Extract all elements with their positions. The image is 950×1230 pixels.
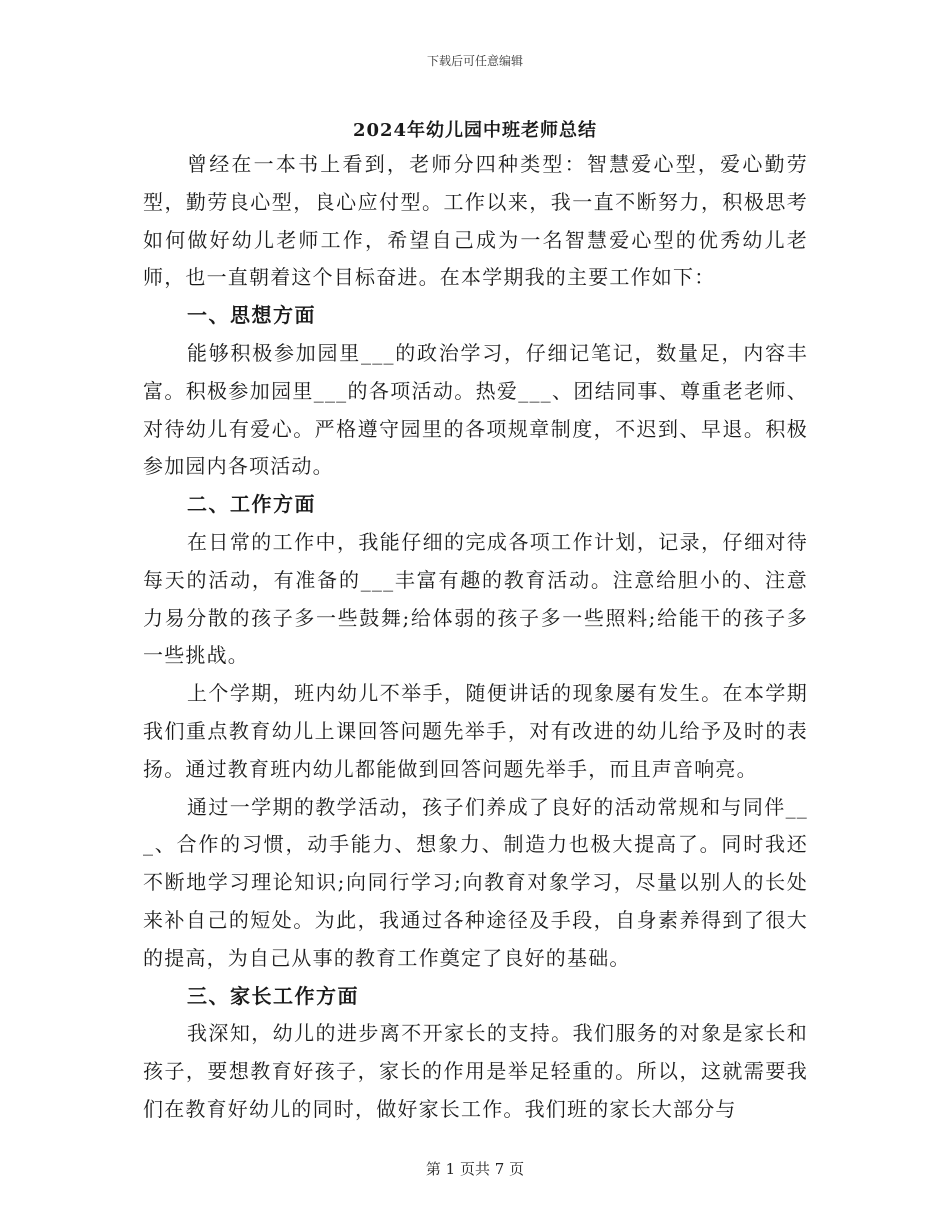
work-paragraph-1: 在日常的工作中，我能仔细的完成各项工作计划，记录，仔细对待每天的活动，有准备的___丰富有趣的教育活动。注意给胆小的、注意力易分散的孩子多一些鼓舞;给体弱的孩子多一些照料;给能干的孩子多一些挑战。 (143, 529, 808, 668)
work-paragraph-3: 通过一学期的教学活动，孩子们养成了良好的活动常规和与同伴___、合作的习惯，动手能力、想象力、制造力也极大提高了。同时我还不断地学习理论知识;向同行学习;向教育对象学习，尽量以别人的长处来补自己的短处。为此，我通过各种途径及手段，自身素养得到了很大的提高，为自己从事的教育工作奠定了良好的基础。 (143, 794, 808, 970)
document-body (143, 146, 808, 1129)
parents-paragraph: 我深知，幼儿的进步离不开家长的支持。我们服务的对象是家长和孩子，要想教育好孩子，家长的作用是举足轻重的。所以，这就需要我们在教育好幼儿的同时，做好家长工作。我们班的家长大部分与 (143, 1021, 808, 1121)
intro-paragraph: 曾经在一本书上看到，老师分四种类型：智慧爱心型，爱心勤劳型，勤劳良心型，良心应付型。工作以来，我一直不断努力，积极思考如何做好幼儿老师工作，希望自己成为一名智慧爱心型的优秀幼儿老师，也一直朝着这个目标奋进。在本学期我的主要工作如下： (143, 152, 808, 290)
section-heading-work: 二、工作方面 (187, 492, 316, 517)
page-footer: 第 1 页共 7 页 (425, 1160, 525, 1178)
section-heading-thought: 一、思想方面 (187, 303, 316, 328)
work-paragraph-2: 上个学期，班内幼儿不举手，随便讲话的现象屡有发生。在本学期我们重点教育幼儿上课回答问题先举手，对有改进的幼儿给予及时的表扬。通过教育班内幼儿都能做到回答问题先举手，而且声音响亮。 (143, 681, 808, 781)
document-title: 2024年幼儿园中班老师总结 (352, 120, 598, 141)
section-heading-parents: 三、家长工作方面 (187, 983, 359, 1008)
thought-paragraph: 能够积极参加园里___的政治学习，仔细记笔记，数量足，内容丰富。积极参加园里___的各项活动。热爱___、团结同事、尊重老老师、对待幼儿有爱心。严格遵守园里的各项规章制度，不迟到、早退。积极参加园内各项活动。 (143, 340, 808, 479)
header-note: 下载后可任意编辑 (426, 54, 523, 68)
